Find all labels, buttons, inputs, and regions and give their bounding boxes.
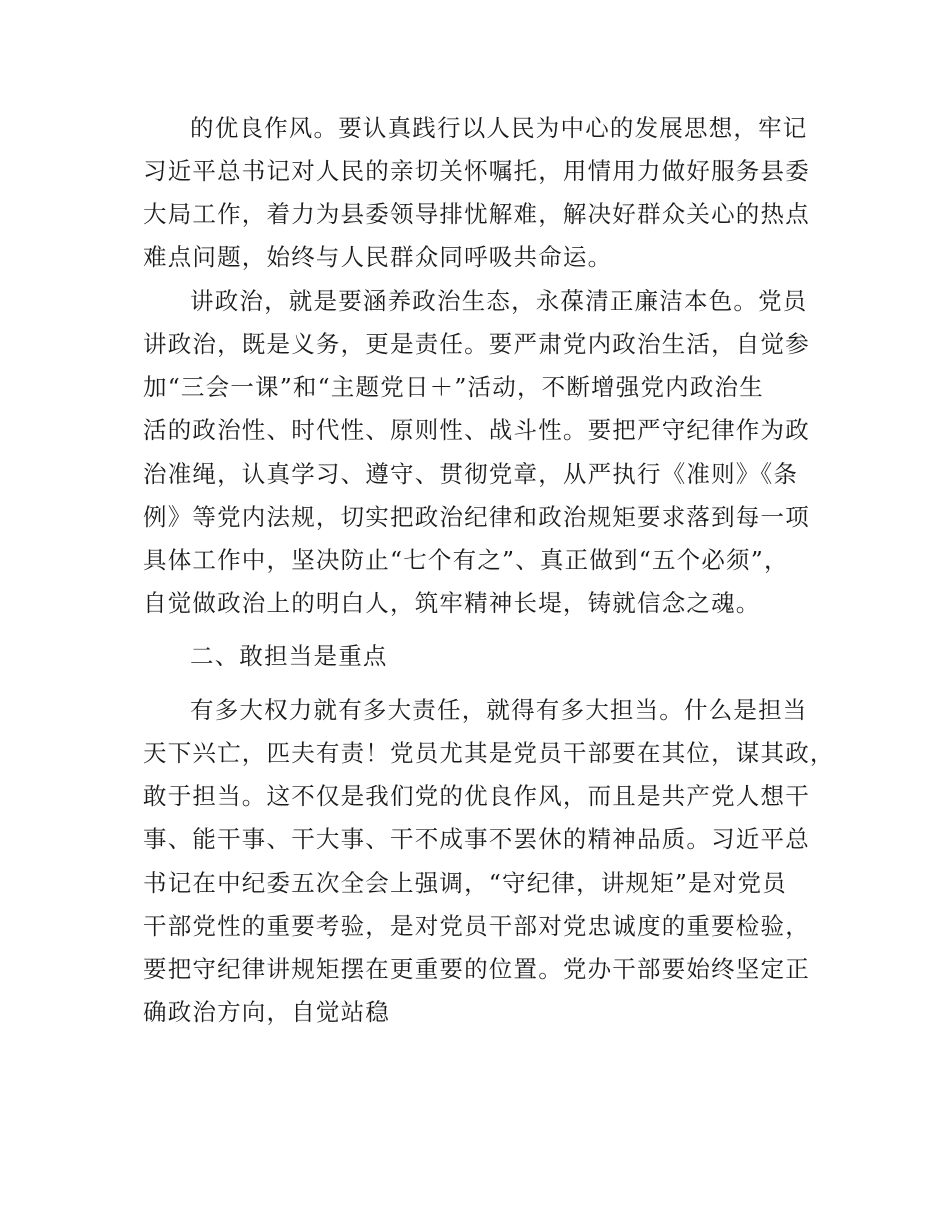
paragraph-2-line-4: 活的政治性、时代性、原则性、战斗性。要把严守纪律作为政 [143, 416, 810, 444]
paragraph-2-line-8: 自觉做政治上的明白人，筑牢精神长堤，铸就信念之魂。 [143, 589, 761, 617]
paragraph-1-line-4: 难点问题，始终与人民群众同呼吸共命运。 [143, 243, 613, 271]
paragraph-1-line-2: 习近平总书记对人民的亲切关怀嘱托，用情用力做好服务县委 [143, 157, 810, 185]
section-heading: 二、敢担当是重点 [190, 642, 388, 670]
paragraph-2-line-2: 讲政治，既是义务，更是责任。要严肃党内政治生活，自觉参 [143, 330, 810, 358]
paragraph-3-line-1: 有多大权力就有多大责任，就得有多大担当。什么是担当 [190, 696, 808, 724]
paragraph-2-line-6: 例》等党内法规，切实把政治纪律和政治规矩要求落到每一项 [143, 503, 810, 531]
paragraph-3-line-8: 确政治方向，自觉站稳 [143, 998, 390, 1026]
paragraph-3-line-6: 干部党性的重要考验，是对党员干部对党忠诚度的重要检验， [143, 912, 810, 940]
paragraph-2-line-7: 具体工作中，坚决防止“七个有之”、真正做到“五个必须”， [143, 546, 789, 574]
paragraph-2-line-1: 讲政治，就是要涵养政治生态，永葆清正廉洁本色。党员 [190, 287, 808, 315]
paragraph-1-line-3: 大局工作，着力为县委领导排忧解难，解决好群众关心的热点 [143, 200, 810, 228]
paragraph-3-line-7: 要把守纪律讲规矩摆在更重要的位置。党办干部要始终坚定正 [143, 955, 810, 983]
paragraph-1-line-1: 的优良作风。要认真践行以人民为中心的发展思想，牢记 [190, 114, 808, 142]
paragraph-3-line-2: 天下兴亡，匹夫有责！党员尤其是党员干部要在其位，谋其政， [143, 739, 835, 767]
paragraph-3-line-4: 事、能干事、干大事、干不成事不罢休的精神品质。习近平总 [143, 825, 810, 853]
paragraph-3-line-5: 书记在中纪委五次全会上强调，“守纪律，讲规矩”是对党员 [143, 869, 787, 897]
paragraph-2-line-3: 加“三会一课”和“主题党日＋”活动，不断增强党内政治生 [143, 373, 764, 401]
paragraph-2-line-5: 治准绳，认真学习、遵守、贯彻党章，从严执行《准则》《条 [143, 460, 799, 488]
paragraph-3-line-3: 敢于担当。这不仅是我们党的优良作风，而且是共产党人想干 [143, 782, 810, 810]
